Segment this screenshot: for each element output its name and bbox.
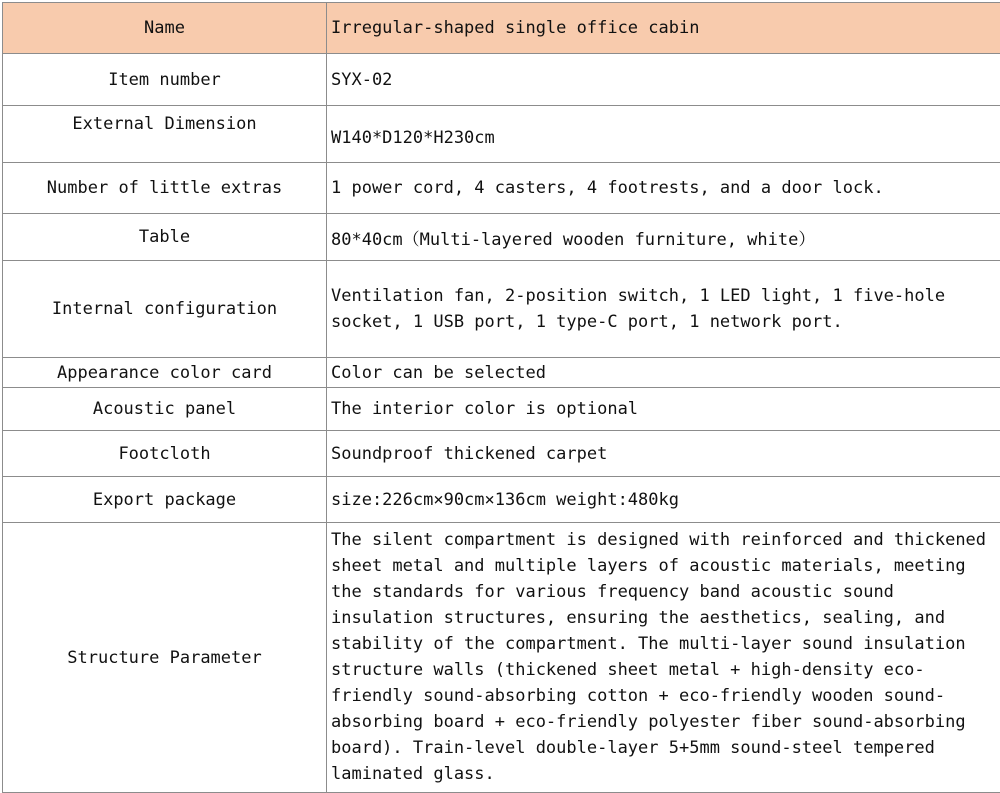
table-row	[3, 214, 1000, 261]
row-label: Internal configuration	[3, 261, 327, 358]
row-label: Structure Parameter	[3, 523, 327, 793]
row-value: 80*40cm（Multi-layered wooden furniture, white）	[327, 214, 1000, 261]
table-row	[3, 431, 1000, 477]
row-value: The silent compartment is designed with reinforced and thickened sheet metal and multiple layers of acoustic materials, meeting the standards for various frequency band acoustic sound insulation structures, ensuring the aesthetics, sealing, and stability of the compartment. The multi-layer sound insulation structure walls (thickened sheet metal + high-density eco-friendly sound-absorbing cotton + eco-friendly wooden sound-absorbing board + eco-friendly polyester fiber sound-absorbing board). Train-level double-layer 5+5mm sound-steel tempered laminated glass.	[327, 523, 1000, 793]
row-label: Table	[3, 214, 327, 261]
table-header-row	[3, 3, 1000, 54]
row-label: External Dimension	[3, 106, 327, 163]
row-value: The interior color is optional	[327, 388, 1000, 431]
table-row	[3, 106, 1000, 163]
row-value: 1 power cord, 4 casters, 4 footrests, and a door lock.	[327, 163, 1000, 214]
table-row	[3, 523, 1000, 793]
header-label-cell: Name	[3, 3, 327, 54]
row-label: Number of little extras	[3, 163, 327, 214]
row-label: Acoustic panel	[3, 388, 327, 431]
row-value: size:226cm×90cm×136cm weight:480kg	[327, 477, 1000, 523]
row-label: Footcloth	[3, 431, 327, 477]
table-row	[3, 388, 1000, 431]
row-label: Item number	[3, 54, 327, 106]
row-label: Export package	[3, 477, 327, 523]
row-value: Ventilation fan, 2-position switch, 1 LED light, 1 five-hole socket, 1 USB port, 1 type-C port, 1 network port.	[327, 261, 1000, 358]
row-value: Soundproof thickened carpet	[327, 431, 1000, 477]
header-value-cell: Irregular-shaped single office cabin	[327, 3, 1000, 54]
row-value: Color can be selected	[327, 358, 1000, 388]
row-value: SYX-02	[327, 54, 1000, 106]
table-row	[3, 163, 1000, 214]
spec-table	[2, 2, 1000, 793]
table-row	[3, 358, 1000, 388]
table-row	[3, 261, 1000, 358]
row-value: W140*D120*H230cm	[327, 106, 1000, 163]
table-row	[3, 477, 1000, 523]
table-row	[3, 54, 1000, 106]
row-label: Appearance color card	[3, 358, 327, 388]
